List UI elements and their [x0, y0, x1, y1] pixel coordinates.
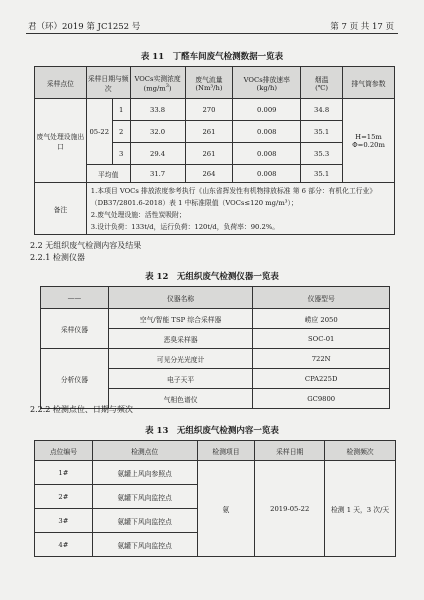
remarks-row: 备注 1.本项目 VOCs 排放浓度参考执行《山东省挥发性有机物排放标准 第 6 部分：有机化工行业》 （DB37/2801.6-2018）表 1 中标准限值（VOCs≤120 mg/m³）； 2.废气处理设施：活性炭吸附； 3.设计负荷：133t/d，运行负荷：120t/d，负荷率：90.2%。: [35, 183, 395, 235]
th-stack: 排气筒参数: [343, 67, 395, 99]
th-point: 采样点位: [35, 67, 87, 99]
table13-caption: 表 13 无组织废气检测内容一览表: [145, 426, 279, 436]
remarks: 1.本项目 VOCs 排放浓度参考执行《山东省挥发性有机物排放标准 第 6 部分：有机化工行业》 （DB37/2801.6-2018）表 1 中标准限值（VOCs≤120 mg/m³）； 2.废气处理设施：活性炭吸附； 3.设计负荷：133t/d，运行负荷：120t/d，负荷率：90.2%。: [86, 183, 394, 235]
table-row: 采样仪器 空气/智能 TSP 综合采样器 崂应 2050: [41, 309, 390, 329]
table-row: 废气处理设施出口 05-22 1 33.8 270 0.009 34.8 H=15m Φ=0.20m: [35, 99, 395, 121]
report-number: 君（环）2019 第 JC1252 号: [28, 22, 141, 32]
th-flow: 废气流量 (Nm³/h): [185, 67, 233, 99]
table12-header-row: —— 仪器名称 仪器型号: [41, 287, 390, 309]
table11: [34, 66, 395, 235]
table11-header-row: [35, 67, 395, 99]
table-row: 1# 氨罐上风向参照点 氨 2019-05-22 检测 1 天，3 次/天: [35, 461, 396, 485]
table-row: 电子天平 CPA225D: [41, 369, 390, 389]
th-date: 采样日期与频次: [86, 67, 130, 99]
table-row: 气相色谱仪 GC9800: [41, 389, 390, 409]
table13-header-row: 点位编号 检测点位 检测项目 采样日期 检测频次: [35, 441, 396, 461]
table-row: 3 29.4 261 0.008 35.3: [35, 143, 395, 165]
section-heading: 2.2.1 检测仪器: [30, 253, 85, 262]
table-row: 3# 氨罐下风向监控点: [35, 509, 396, 533]
th-rate: VOCs排放速率 (kg/h): [233, 67, 301, 99]
point-name: 废气处理设施出口: [35, 99, 87, 183]
sample-date: 05-22: [86, 99, 112, 165]
table-row: 2# 氨罐下风向监控点: [35, 485, 396, 509]
th-conc: VOCs实测浓度 $(mg/m^3)$: [130, 67, 185, 99]
table-row: 2 32.0 261 0.008 35.1: [35, 121, 395, 143]
table11-caption: 表 11 丁醛车间废气检测数据一览表: [140, 52, 284, 62]
header-rule: [26, 33, 398, 34]
table-row: 4# 氨罐下风向监控点: [35, 533, 396, 557]
th-temp: 烟温 (℃): [301, 67, 343, 99]
section-heading: 2.2.2 检测点位、日期与频次: [30, 405, 133, 414]
table12: [40, 286, 390, 409]
stack-params: H=15m Φ=0.20m: [343, 99, 395, 183]
page-number: 第 7 页 共 17 页: [330, 22, 394, 32]
table-row: 分析仪器 可见分光光度计 722N: [41, 349, 390, 369]
table-row: 恶臭采样器 SOC-01: [41, 329, 390, 349]
table13: [34, 440, 396, 557]
average-row: 平均值 31.7 264 0.008 35.1: [35, 165, 395, 183]
table12-caption: 表 12 无组织废气检测仪器一览表: [145, 272, 279, 282]
section-heading: 2.2 无组织废气检测内容及结果: [30, 241, 142, 250]
